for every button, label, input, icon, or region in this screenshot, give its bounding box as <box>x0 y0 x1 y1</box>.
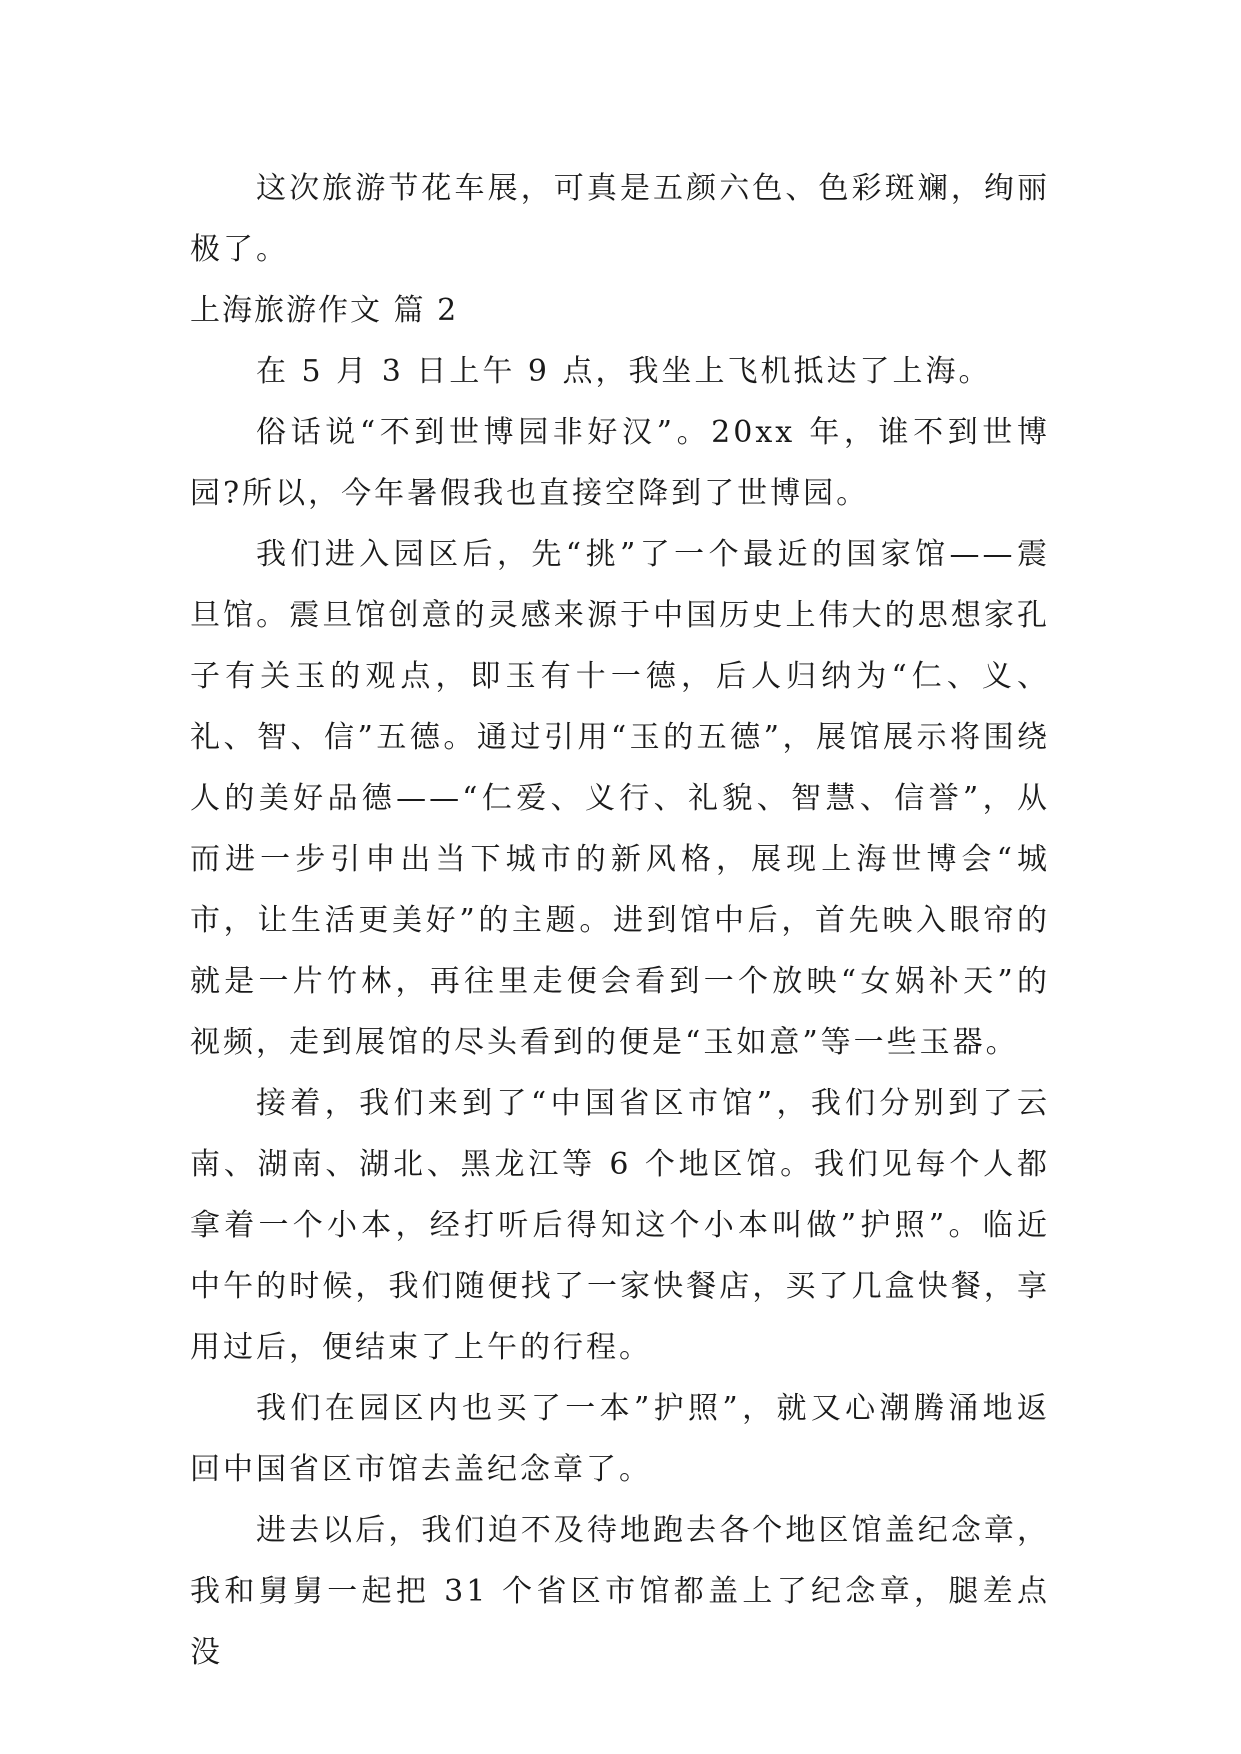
paragraph-float-show-ending: 这次旅游节花车展，可真是五颜六色、色彩斑斓，绚丽极了。 <box>190 171 1050 267</box>
paragraph-expo-saying: 俗话说“不到世博园非好汉”。20xx 年，谁不到世博园?所以，今年暑假我也直接空降到了世博园。 <box>190 415 1050 511</box>
paragraph-aurora-pavilion: 我们进入园区后，先“挑”了一个最近的国家馆——震旦馆。震旦馆创意的灵感来源于中国历史上伟大的思想家孔子有关玉的观点，即玉有十一德，后人归纳为“仁、义、礼、智、信”五德。通过引用“玉的五德”，展馆展示将围绕人的美好品德——“仁爱、义行、礼貌、智慧、信誉”，从而进一步引申出当下城市的新风格，展现上海世博会“城市，让生活更美好”的主题。进到馆中后，首先映入眼帘的就是一片竹林，再往里走便会看到一个放映“女娲补天”的视频，走到展馆的尽头看到的便是“玉如意”等一些玉器。 <box>190 537 1050 1060</box>
section-heading: 上海旅游作文 篇 2 <box>190 293 459 328</box>
paragraph-buy-passport: 我们在园区内也买了一本”护照”，就又心潮腾涌地返回中国省区市馆去盖纪念章了。 <box>190 1391 1050 1487</box>
paragraph-provincial-pavilions: 接着，我们来到了“中国省区市馆”，我们分别到了云南、湖南、湖北、黑龙江等 6 个地区馆。我们见每个人都拿着一个小本，经打听后得知这个小本叫做”护照”。临近中午的时候，我们随便找了一家快餐店，买了几盒快餐，享用过后，便结束了上午的行程。 <box>190 1086 1050 1365</box>
paragraph-stamps: 进去以后，我们迫不及待地跑去各个地区馆盖纪念章，我和舅舅一起把 31 个省区市馆都盖上了纪念章，腿差点没 <box>190 1513 1050 1670</box>
paragraph-arrival: 在 5 月 3 日上午 9 点，我坐上飞机抵达了上海。 <box>256 354 992 389</box>
document-body <box>190 158 1050 1683</box>
